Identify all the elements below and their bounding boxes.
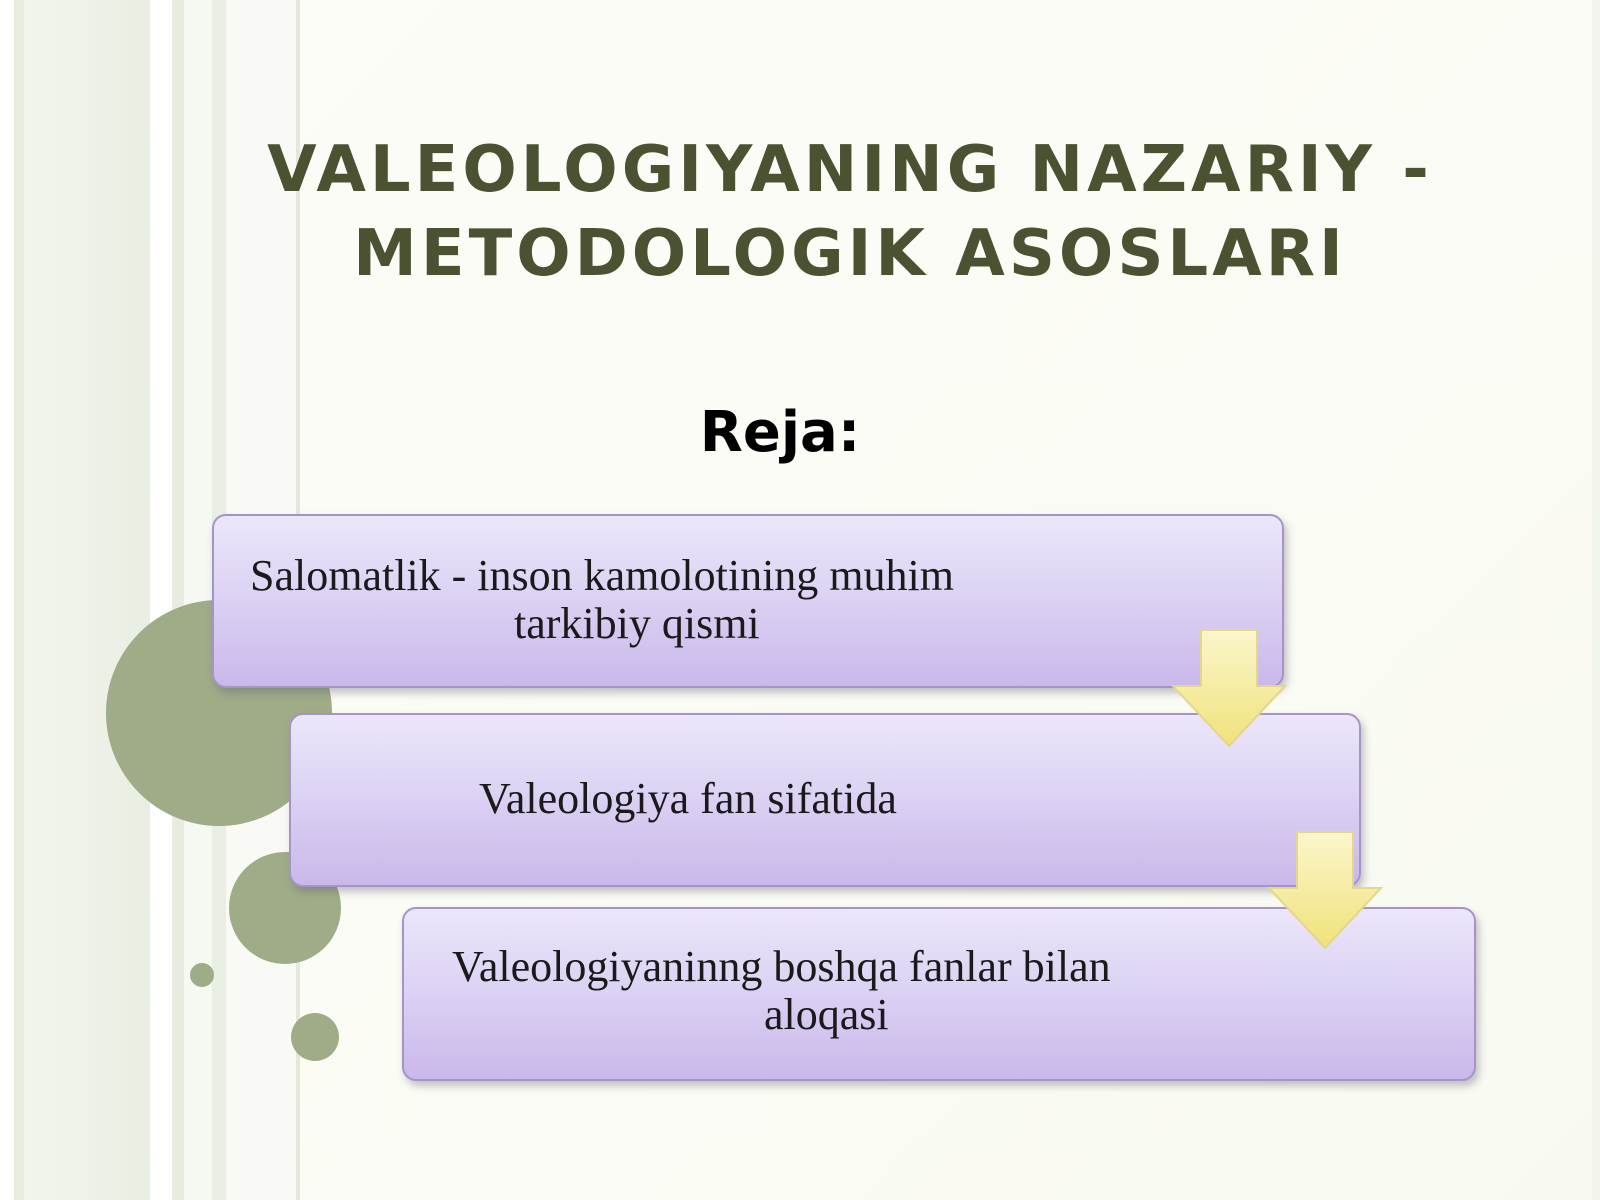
plan-heading: Reja: (699, 400, 861, 465)
decorative-stripe (24, 0, 150, 1200)
decorative-circle-dot (190, 963, 214, 987)
decorative-stripe (172, 0, 184, 1200)
plan-step-1-line-1: Salomatlik - inson kamolotining muhim (250, 551, 954, 600)
decorative-stripe (150, 0, 172, 1200)
arrow-down-icon (1265, 830, 1385, 954)
plan-step-1-line-2: tarkibiy qismi (514, 599, 760, 648)
decorative-circle-small (291, 1013, 339, 1061)
plan-step-2-line-1: Valeologiya fan sifatida (479, 774, 897, 823)
slide-title-line-2: METODOLOGIK ASOSLARI (353, 217, 1347, 291)
decorative-stripe (0, 0, 14, 1200)
slide-title (260, 128, 1440, 296)
decorative-stripe (1592, 0, 1600, 1200)
decorative-stripe (14, 0, 24, 1200)
arrow-down-icon (1169, 628, 1289, 752)
plan-step-1-box (212, 514, 1284, 688)
slide-title-line-1: VALEOLOGIYANING NAZARIY - (267, 133, 1433, 207)
plan-step-3-line-1: Valeologiyaninng boshqa fanlar bilan (452, 942, 1111, 991)
plan-step-3-line-2: aloqasi (764, 990, 889, 1039)
